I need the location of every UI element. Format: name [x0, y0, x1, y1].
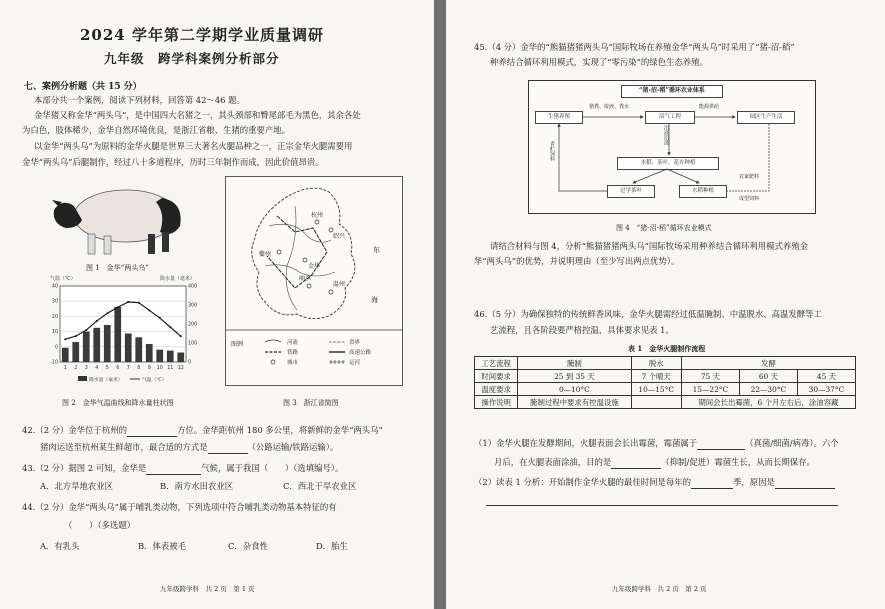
table-header-cell: 脱水 [631, 357, 681, 370]
node-tea: 过学茶叶 [607, 185, 655, 198]
q43-option-a[interactable]: A．北方旱地农业区 [40, 481, 114, 491]
climate-chart [38, 272, 210, 390]
table-header-cell: 工艺流程 [475, 357, 518, 370]
q44-option-b[interactable]: B．体表被毛 [138, 541, 187, 551]
table-cell: 操作说明 [475, 396, 518, 409]
question-42-cont [40, 441, 338, 454]
intro-line: 本部分共一个案例，阅读下列材料，回答第 42～46 题。 [34, 95, 245, 105]
temperature-point [117, 306, 119, 308]
cycle-diagram [528, 80, 816, 214]
question-46: 46.（5 分）为确保独特的传统鲜香风味，金华火腿需经过低温腌制、中温脱水、高温发酵等工 [474, 309, 822, 319]
q45-prompt-cont: 华“两头乌”的优势，并说明理由（至少写出两点优势）。 [474, 256, 680, 266]
legend-precip: 降水量（毫米） [89, 378, 123, 383]
q45-prompt: 请结合材料与图 4，分析“熊猫猪猪两头乌”国际牧场采用种养结合循环利用模式养殖金 [490, 241, 809, 251]
intro-line: 金华猪又称金华“两头乌”，是中国四大名猪之一，其头颈部和臀尾部毛为黑色，其余各处 [34, 110, 361, 120]
figure-2-caption: 图 2 金华气温曲线和降水量柱状图 [62, 399, 174, 407]
node-planting: 水稻、茶叶、花卉种植 [617, 157, 719, 170]
label-product: 成型饲料 [739, 196, 760, 202]
left-tick-label: 20 [51, 314, 58, 320]
precip-bar [146, 344, 153, 362]
q42-text: 42.（2 分）金华位于杭州的 [22, 425, 128, 435]
temperature-point [85, 329, 87, 331]
precip-bar [62, 348, 69, 362]
q42-text: （公路运输/铁路运输）。 [247, 442, 339, 452]
table-cell: 45 天 [797, 370, 855, 383]
legend-railway: 铁路 [287, 350, 299, 356]
q46-text: （1）金华火腿在发酵期间，火腿表面会长出霉菌，霉菌属于 [474, 438, 698, 448]
map-label-shaoxing: 绍兴 [333, 233, 346, 240]
precip-bar [72, 342, 79, 362]
table-cell: 0—10°C [518, 383, 631, 396]
table-cell: 22—30°C [739, 383, 797, 396]
table-row [475, 357, 856, 370]
q44-option-a[interactable]: A．有乳头 [40, 541, 80, 551]
question-44-cont: （ ）（多选题） [64, 520, 136, 530]
node-pig-farming: 生猪养殖 [535, 111, 583, 124]
left-tick-label: 10 [51, 330, 58, 336]
legend-city: 城市 [287, 360, 299, 366]
q46-text: （抑制/促进）霉菌生长，从而长期保存。 [661, 457, 815, 467]
table-cell: 期间会长出霉菌，6 个月左右后，涂油容藏 [681, 396, 855, 409]
table-cell: 温度要求 [475, 383, 518, 396]
table-cell: 60 天 [739, 370, 797, 383]
map-label-jinhua: 金华 [308, 263, 321, 270]
q46-blank-4[interactable] [775, 479, 835, 489]
left-tick-label: -10 [50, 360, 58, 366]
question-44: 44.（2 分）金华“两头乌”属于哺乳类动物，下列选项中符合哺乳类动物基本特征的有 [22, 502, 337, 512]
q46-text: （真菌/细菌/病毒）。六个 [745, 438, 839, 448]
map-label-wenzhou: 温州 [333, 281, 346, 288]
process-table [474, 356, 856, 409]
label-organic: 农家肥料 [739, 174, 760, 180]
x-tick-label: 4 [95, 366, 99, 371]
map-label-quzhou: 衢州 [259, 251, 272, 258]
x-tick-label: 10 [156, 366, 163, 371]
q46-blank-3[interactable] [691, 479, 733, 489]
q42-text: 猪肉运送至杭州某生鲜超市，最合适的方式是 [40, 442, 208, 452]
node-mill: 水稻种植 [679, 185, 727, 198]
temperature-point [138, 302, 140, 304]
precip-bar [156, 350, 163, 362]
node-biogas: 沼气工程 [645, 111, 695, 124]
right-tick-label: 0 [188, 360, 192, 366]
shaoxing-dot [329, 228, 333, 232]
exam-title: 2024 学年第二学期学业质量调研 [80, 26, 324, 44]
table-header-cell: 发酵 [681, 357, 855, 370]
legend-highway: 高速公路 [349, 350, 372, 356]
x-tick-label: 8 [137, 366, 141, 371]
precip-bar [135, 337, 142, 362]
q46-sub2 [474, 476, 835, 489]
x-tick-label: 3 [84, 366, 88, 371]
temperature-point [75, 335, 77, 337]
temperature-point [64, 338, 66, 340]
figure-3-caption: 图 3 浙江省简图 [283, 399, 339, 407]
table-cell: 腌制过程中要求有控温设施 [518, 396, 631, 409]
q46-text: 季，原因是 [732, 477, 775, 487]
node-park-life: 园区生产生活 [737, 111, 795, 124]
temperature-point [96, 320, 98, 322]
zhejiang-map [225, 176, 403, 386]
table-row [475, 383, 856, 396]
temperature-point [169, 326, 171, 328]
table-cell: 25 到 35 天 [518, 370, 631, 383]
wenzhou-dot [329, 290, 333, 294]
left-axis-title: 气温（℃） [50, 276, 76, 282]
temperature-point [148, 309, 150, 311]
precip-bar [83, 332, 90, 362]
temperature-point [180, 335, 182, 337]
diagram-title: “猪-沼-稻”循环农业体系 [621, 85, 723, 98]
exam-page-1 [0, 0, 434, 609]
table-cell: 7 个晴天 [631, 370, 681, 383]
page-2-footer: 九年级跨学科 共 2 页 第 2 页 [612, 585, 707, 593]
right-tick-label: 300 [188, 303, 198, 309]
table-cell: 15—22°C [681, 383, 739, 396]
jinhua-dot [303, 258, 307, 262]
precip-bar [104, 325, 111, 362]
legend-border: 省界 [349, 340, 361, 346]
diagram-arrows [529, 81, 815, 213]
legend-river: 河流 [287, 340, 299, 346]
right-tick-label: 100 [188, 341, 198, 347]
map-label-hangzhou: 杭州 [311, 212, 324, 219]
q46-text: 月后，在火腿表面涂油，目的是 [494, 457, 612, 467]
figure-1-caption: 图 1 金华“两头乌” [86, 264, 149, 272]
map-label-lishui: 丽水 [299, 275, 312, 282]
section-heading: 七、案例分析题（共 15 分） [24, 82, 142, 92]
answer-line[interactable] [486, 504, 838, 506]
figure-4-caption: 图 4 “猪-沼-稻”循环农业模式 [616, 224, 712, 232]
table-header-cell: 腌制 [518, 357, 631, 370]
left-tick-label: 30 [51, 299, 58, 305]
right-tick-label: 200 [188, 322, 198, 328]
intro-line: 金华“两头乌”后腿制作，经过八十多道程序，历时三年制作而成，因此价值昂贵。 [22, 157, 324, 167]
table-row [475, 370, 856, 383]
right-axis-title: 降水量（毫米） [160, 276, 196, 282]
label-energy: 能源供给 [699, 104, 720, 110]
quzhou-dot [277, 250, 281, 254]
table-cell: 30—37°C [797, 383, 855, 396]
q44-option-c[interactable]: C．杂食性 [228, 541, 268, 551]
question-42 [22, 424, 383, 437]
temperature-point [159, 317, 161, 319]
x-tick-label: 6 [116, 366, 120, 371]
question-43 [22, 462, 343, 475]
legend-canal: 运河 [349, 360, 361, 366]
question-45-cont: 种养结合循环利用模式，实现了“零污染”的绿色生态养殖。 [490, 57, 708, 67]
q46-blank-1[interactable] [697, 440, 745, 450]
table-cell [631, 396, 681, 409]
x-tick-label: 9 [147, 366, 151, 371]
x-tick-label: 5 [105, 366, 109, 371]
q43-blank[interactable] [146, 465, 201, 475]
precip-bar [177, 353, 184, 363]
precip-bar [93, 328, 100, 362]
intro-line: 为白色，肢体稀少，金华自然环境优良，是浙江省粮、生猪的重要产地。 [22, 125, 290, 135]
q44-option-d[interactable]: D．胎生 [316, 541, 348, 551]
table-cell: 75 天 [681, 370, 739, 383]
label-manure: 猪粪、废液、粪水 [589, 104, 630, 110]
temperature-point [127, 301, 129, 303]
question-45: 45.（4 分）金华的“熊猫猪猪两头乌”国际牧场在养殖金华“两头乌”时采用了“猪-沼-稻” [474, 42, 795, 52]
precip-bar [167, 351, 174, 362]
table-row [475, 396, 856, 409]
label-feed: 青贮饲料 [549, 141, 555, 161]
precip-bar [114, 307, 121, 362]
hangzhou-dot [315, 220, 319, 224]
intro-line: 以金华“两头乌”为原料的金华火腿是世界三大著名火腿品种之一，正宗金华火腿需要用 [34, 141, 353, 151]
q46-sub1-cont [494, 456, 815, 469]
legend-bar-swatch [78, 376, 87, 381]
exam-subtitle: 九年级 跨学科案例分析部分 [104, 51, 280, 66]
q43-option-c[interactable]: C．西北干旱农业区 [283, 481, 357, 491]
page-1-footer: 九年级跨学科 共 2 页 第 1 页 [160, 585, 255, 593]
question-46-cont: 艺流程，且各阶段要严格控温，具体要求见表 1。 [490, 325, 674, 335]
label-fertilizer: 沼液沼渣 [663, 125, 669, 145]
temperature-point [106, 312, 108, 314]
table-caption: 表 1 金华火腿制作流程 [628, 344, 706, 353]
x-tick-label: 2 [74, 366, 78, 371]
q42-blank-1[interactable] [127, 427, 177, 437]
q42-blank-2[interactable] [208, 444, 248, 454]
q43-text: 气候，属于我国（ ）（选填编号）。 [201, 463, 344, 473]
legend-temp: 气温（℃） [142, 378, 167, 383]
pig-illustration [44, 176, 194, 261]
left-tick-label: 0 [54, 345, 58, 351]
precip-bar [125, 334, 132, 363]
q43-text: 43.（2 分）据图 2 可知，金华是 [22, 463, 147, 473]
table-cell: 时间要求 [475, 370, 518, 383]
q46-text: （2）读表 1 分析：开始制作金华火腿的最佳时间是每年的 [474, 477, 691, 487]
left-tick-label: 40 [51, 284, 58, 290]
map-label-dong: 东 [373, 246, 380, 254]
x-tick-label: 1 [63, 366, 67, 371]
q46-blank-2[interactable] [611, 459, 661, 469]
legend-title: 图例 [231, 341, 244, 348]
q43-option-b[interactable]: B．南方水田农业区 [160, 481, 234, 491]
x-tick-label: 7 [126, 366, 130, 371]
exam-page-2 [446, 0, 885, 609]
q42-text: 方位。金华距杭州 180 多公里，将新鲜的金华“两头乌” [177, 425, 383, 435]
x-tick-label: 12 [177, 366, 184, 371]
x-tick-label: 11 [167, 366, 174, 371]
q46-sub1 [474, 437, 839, 450]
lishui-dot [307, 284, 311, 288]
map-label-hai: 海 [371, 296, 378, 304]
table-cell: 10—15°C [631, 383, 681, 396]
right-tick-label: 400 [188, 284, 198, 290]
